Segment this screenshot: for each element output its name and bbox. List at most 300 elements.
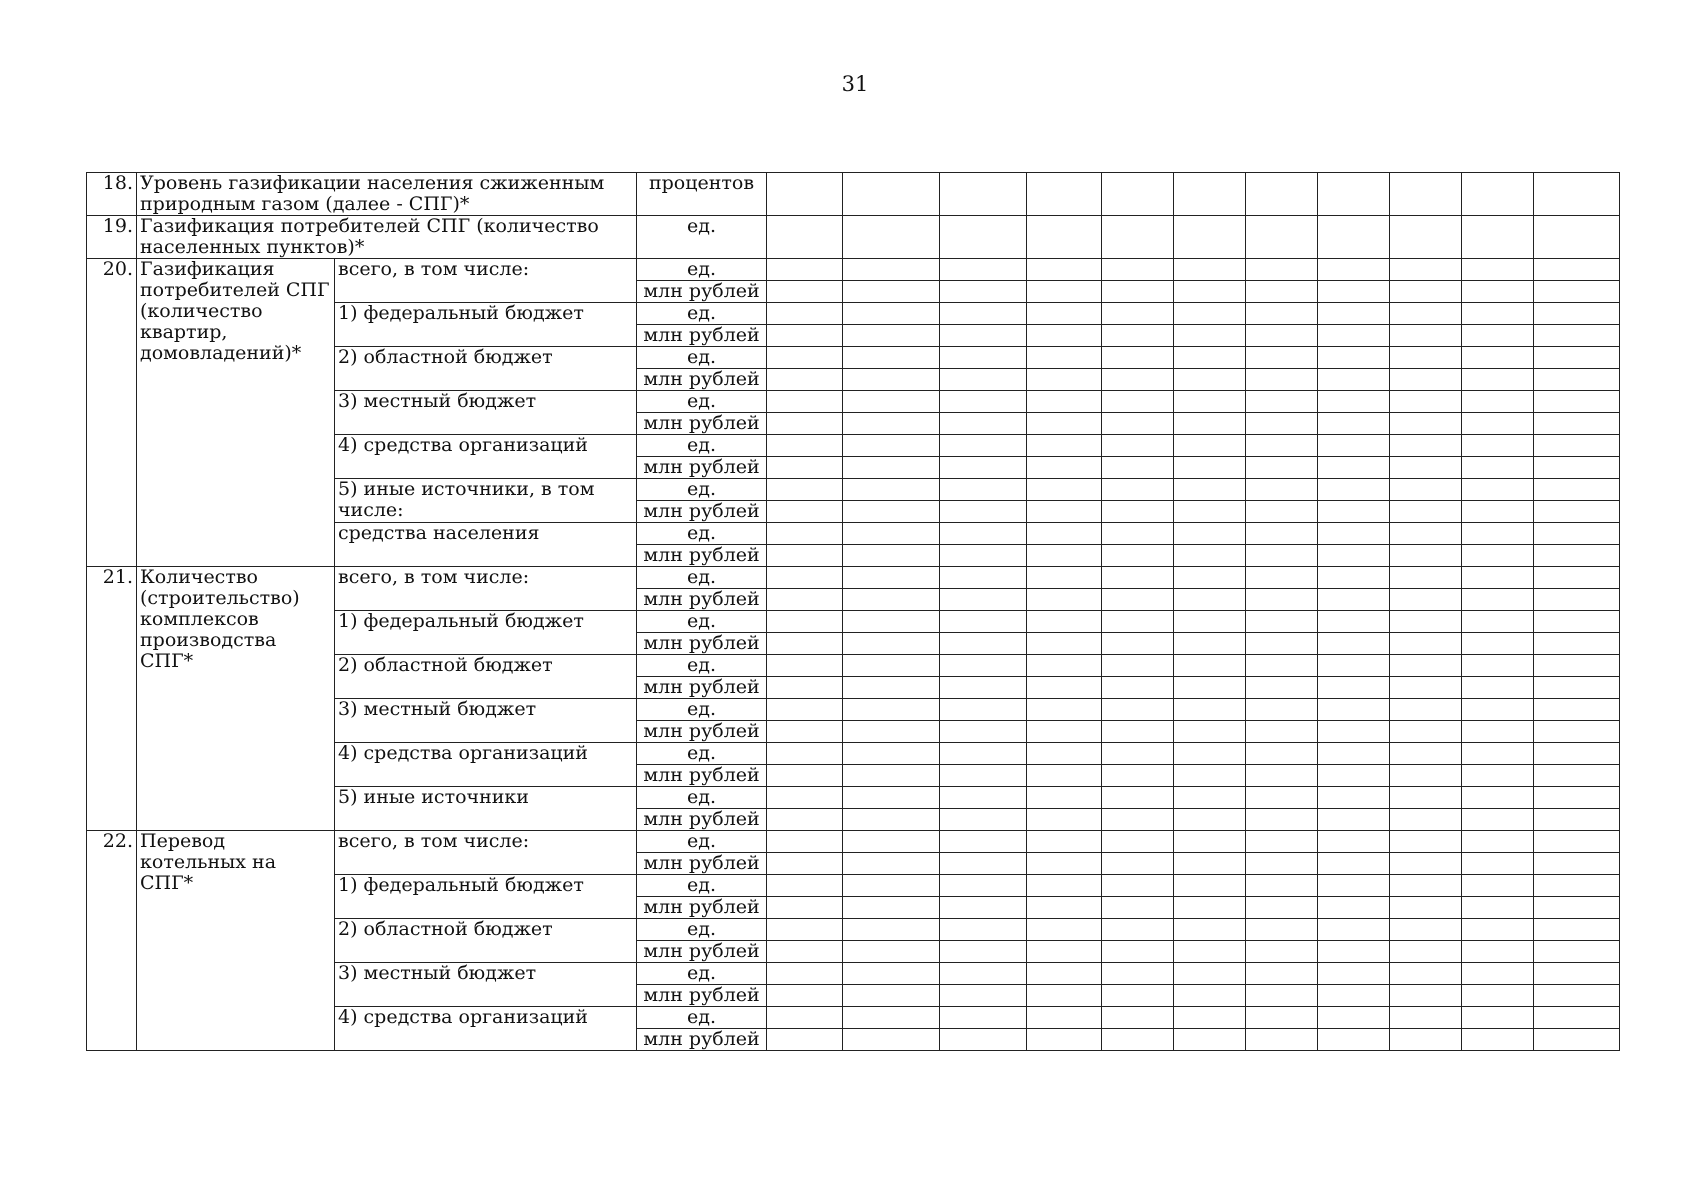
value-cell (1102, 655, 1174, 677)
value-cell (843, 963, 940, 985)
unit-cell: ед. (637, 303, 767, 325)
value-cell (1462, 413, 1534, 435)
value-cell (1174, 281, 1246, 303)
value-cell (1318, 173, 1390, 216)
unit-cell: ед. (637, 1007, 767, 1029)
value-cell (1318, 897, 1390, 919)
unit-cell: млн рублей (637, 897, 767, 919)
value-cell (843, 677, 940, 699)
indicator-title: Перевод котельных на СПГ* (137, 831, 335, 1051)
funding-source: всего, в том числе: (335, 567, 637, 611)
value-cell (843, 941, 940, 963)
value-cell (1102, 699, 1174, 721)
value-cell (1102, 391, 1174, 413)
funding-source: 2) областной бюджет (335, 347, 637, 391)
value-cell (940, 259, 1027, 281)
unit-cell: млн рублей (637, 809, 767, 831)
value-cell (843, 347, 940, 369)
value-cell (1102, 545, 1174, 567)
value-cell (940, 787, 1027, 809)
value-cell (1390, 325, 1462, 347)
value-cell (1390, 611, 1462, 633)
value-cell (1246, 391, 1318, 413)
value-cell (1174, 435, 1246, 457)
value-cell (1318, 259, 1390, 281)
value-cell (1027, 325, 1102, 347)
value-cell (1027, 721, 1102, 743)
value-cell (1534, 1007, 1620, 1029)
table-row (87, 567, 1620, 589)
value-cell (767, 809, 843, 831)
value-cell (1390, 303, 1462, 325)
unit-cell: ед. (637, 875, 767, 897)
value-cell (1246, 303, 1318, 325)
value-cell (1534, 699, 1620, 721)
value-cell (767, 501, 843, 523)
value-cell (1246, 699, 1318, 721)
value-cell (1534, 831, 1620, 853)
value-cell (1246, 281, 1318, 303)
value-cell (1462, 567, 1534, 589)
value-cell (1027, 611, 1102, 633)
value-cell (940, 985, 1027, 1007)
value-cell (1027, 963, 1102, 985)
value-cell (940, 831, 1027, 853)
value-cell (1246, 369, 1318, 391)
value-cell (1027, 347, 1102, 369)
value-cell (843, 633, 940, 655)
value-cell (843, 875, 940, 897)
unit-cell: млн рублей (637, 633, 767, 655)
value-cell (1246, 1007, 1318, 1029)
value-cell (1390, 743, 1462, 765)
value-cell (1462, 435, 1534, 457)
unit-cell: млн рублей (637, 501, 767, 523)
value-cell (1390, 545, 1462, 567)
value-cell (1390, 1007, 1462, 1029)
value-cell (843, 897, 940, 919)
value-cell (1390, 787, 1462, 809)
value-cell (1534, 985, 1620, 1007)
value-cell (767, 633, 843, 655)
value-cell (1462, 1007, 1534, 1029)
value-cell (1102, 787, 1174, 809)
value-cell (1027, 435, 1102, 457)
value-cell (843, 699, 940, 721)
value-cell (1462, 721, 1534, 743)
value-cell (1318, 941, 1390, 963)
value-cell (1174, 677, 1246, 699)
value-cell (1390, 413, 1462, 435)
value-cell (940, 853, 1027, 875)
value-cell (1318, 655, 1390, 677)
value-cell (1390, 173, 1462, 216)
value-cell (1174, 1007, 1246, 1029)
value-cell (1027, 216, 1102, 259)
value-cell (1246, 435, 1318, 457)
value-cell (767, 941, 843, 963)
value-cell (1390, 853, 1462, 875)
funding-source: 3) местный бюджет (335, 963, 637, 1007)
value-cell (1318, 457, 1390, 479)
value-cell (767, 325, 843, 347)
unit-cell: млн рублей (637, 941, 767, 963)
value-cell (843, 743, 940, 765)
funding-source: 3) местный бюджет (335, 391, 637, 435)
unit-cell: ед. (637, 655, 767, 677)
value-cell (1027, 699, 1102, 721)
unit-cell: млн рублей (637, 985, 767, 1007)
value-cell (1027, 1007, 1102, 1029)
funding-source: средства населения (335, 523, 637, 567)
value-cell (1174, 633, 1246, 655)
value-cell (940, 941, 1027, 963)
value-cell (1534, 369, 1620, 391)
value-cell (1102, 589, 1174, 611)
value-cell (1534, 216, 1620, 259)
value-cell (1390, 1029, 1462, 1051)
value-cell (1174, 721, 1246, 743)
value-cell (1462, 391, 1534, 413)
value-cell (767, 413, 843, 435)
row-number: 21. (87, 567, 137, 831)
value-cell (767, 787, 843, 809)
value-cell (843, 919, 940, 941)
value-cell (1534, 853, 1620, 875)
value-cell (1462, 347, 1534, 369)
value-cell (1174, 173, 1246, 216)
value-cell (843, 413, 940, 435)
row-number: 22. (87, 831, 137, 1051)
value-cell (1462, 523, 1534, 545)
value-cell (1318, 765, 1390, 787)
value-cell (767, 699, 843, 721)
value-cell (1174, 303, 1246, 325)
value-cell (940, 699, 1027, 721)
value-cell (940, 1029, 1027, 1051)
value-cell (767, 567, 843, 589)
value-cell (1534, 567, 1620, 589)
value-cell (767, 655, 843, 677)
value-cell (1390, 633, 1462, 655)
value-cell (843, 545, 940, 567)
value-cell (1246, 897, 1318, 919)
value-cell (843, 303, 940, 325)
value-cell (1102, 347, 1174, 369)
value-cell (1390, 435, 1462, 457)
value-cell (1534, 721, 1620, 743)
value-cell (940, 479, 1027, 501)
value-cell (1534, 325, 1620, 347)
value-cell (1027, 787, 1102, 809)
value-cell (1027, 589, 1102, 611)
value-cell (1390, 479, 1462, 501)
funding-source: 5) иные источники (335, 787, 637, 831)
value-cell (1318, 919, 1390, 941)
value-cell (1318, 809, 1390, 831)
value-cell (843, 479, 940, 501)
value-cell (1318, 347, 1390, 369)
value-cell (1174, 523, 1246, 545)
value-cell (940, 589, 1027, 611)
value-cell (1102, 325, 1174, 347)
indicator-title: Газификация потребителей СПГ (количество квартир, домовладений)* (137, 259, 335, 567)
value-cell (1318, 369, 1390, 391)
value-cell (1534, 963, 1620, 985)
value-cell (1246, 985, 1318, 1007)
value-cell (1318, 281, 1390, 303)
unit-cell: млн рублей (637, 721, 767, 743)
value-cell (1390, 809, 1462, 831)
unit-cell: млн рублей (637, 413, 767, 435)
value-cell (767, 853, 843, 875)
value-cell (1027, 677, 1102, 699)
value-cell (1027, 457, 1102, 479)
value-cell (1318, 303, 1390, 325)
unit-cell: ед. (637, 963, 767, 985)
value-cell (1534, 391, 1620, 413)
value-cell (1534, 545, 1620, 567)
value-cell (1534, 677, 1620, 699)
value-cell (1174, 831, 1246, 853)
row-number: 18. (87, 173, 137, 216)
value-cell (1246, 589, 1318, 611)
value-cell (940, 303, 1027, 325)
value-cell (1102, 1029, 1174, 1051)
unit-cell: ед. (637, 216, 767, 259)
value-cell (1462, 985, 1534, 1007)
value-cell (767, 523, 843, 545)
value-cell (1462, 589, 1534, 611)
value-cell (1102, 765, 1174, 787)
value-cell (843, 831, 940, 853)
value-cell (1390, 875, 1462, 897)
unit-cell: ед. (637, 831, 767, 853)
value-cell (843, 1007, 940, 1029)
value-cell (1462, 809, 1534, 831)
unit-cell: млн рублей (637, 545, 767, 567)
value-cell (1102, 611, 1174, 633)
value-cell (1027, 281, 1102, 303)
unit-cell: ед. (637, 347, 767, 369)
value-cell (1318, 1029, 1390, 1051)
value-cell (1390, 919, 1462, 941)
unit-cell: ед. (637, 391, 767, 413)
value-cell (1390, 655, 1462, 677)
value-cell (1174, 413, 1246, 435)
value-cell (1318, 721, 1390, 743)
value-cell (1102, 941, 1174, 963)
value-cell (1534, 479, 1620, 501)
value-cell (843, 281, 940, 303)
value-cell (1102, 809, 1174, 831)
funding-source: 4) средства организаций (335, 1007, 637, 1051)
value-cell (767, 457, 843, 479)
value-cell (1390, 523, 1462, 545)
value-cell (767, 611, 843, 633)
funding-source: 2) областной бюджет (335, 919, 637, 963)
value-cell (1246, 941, 1318, 963)
value-cell (1174, 985, 1246, 1007)
value-cell (940, 611, 1027, 633)
value-cell (1462, 875, 1534, 897)
value-cell (767, 765, 843, 787)
value-cell (843, 369, 940, 391)
value-cell (1027, 919, 1102, 941)
value-cell (1390, 259, 1462, 281)
value-cell (1534, 347, 1620, 369)
value-cell (1534, 281, 1620, 303)
value-cell (940, 523, 1027, 545)
value-cell (1318, 479, 1390, 501)
value-cell (1246, 765, 1318, 787)
value-cell (1102, 919, 1174, 941)
value-cell (767, 545, 843, 567)
value-cell (1027, 985, 1102, 1007)
value-cell (1318, 611, 1390, 633)
value-cell (767, 391, 843, 413)
value-cell (767, 435, 843, 457)
value-cell (1534, 611, 1620, 633)
value-cell (1027, 633, 1102, 655)
unit-cell: ед. (637, 479, 767, 501)
value-cell (1027, 655, 1102, 677)
funding-source: всего, в том числе: (335, 259, 637, 303)
value-cell (1027, 1029, 1102, 1051)
value-cell (940, 413, 1027, 435)
funding-source: 2) областной бюджет (335, 655, 637, 699)
value-cell (1534, 919, 1620, 941)
value-cell (1102, 457, 1174, 479)
value-cell (767, 897, 843, 919)
value-cell (843, 216, 940, 259)
value-cell (1027, 875, 1102, 897)
value-cell (1246, 347, 1318, 369)
value-cell (843, 985, 940, 1007)
value-cell (1318, 501, 1390, 523)
value-cell (1174, 787, 1246, 809)
value-cell (1390, 567, 1462, 589)
value-cell (1462, 303, 1534, 325)
value-cell (1102, 523, 1174, 545)
value-cell (1027, 743, 1102, 765)
indicator-title: Газификация потребителей СПГ (количество населенных пунктов)* (137, 216, 637, 259)
value-cell (1462, 325, 1534, 347)
value-cell (1462, 1029, 1534, 1051)
value-cell (1174, 1029, 1246, 1051)
value-cell (767, 259, 843, 281)
value-cell (1102, 633, 1174, 655)
value-cell (1174, 501, 1246, 523)
value-cell (1534, 743, 1620, 765)
value-cell (843, 611, 940, 633)
value-cell (1027, 941, 1102, 963)
value-cell (1246, 919, 1318, 941)
value-cell (940, 457, 1027, 479)
value-cell (1102, 501, 1174, 523)
value-cell (1246, 809, 1318, 831)
value-cell (1246, 787, 1318, 809)
value-cell (1246, 501, 1318, 523)
value-cell (767, 963, 843, 985)
value-cell (940, 369, 1027, 391)
value-cell (1318, 523, 1390, 545)
value-cell (1174, 369, 1246, 391)
value-cell (940, 919, 1027, 941)
value-cell (1174, 897, 1246, 919)
value-cell (1174, 259, 1246, 281)
value-cell (1318, 435, 1390, 457)
value-cell (1534, 435, 1620, 457)
value-cell (1102, 369, 1174, 391)
value-cell (767, 347, 843, 369)
value-cell (1318, 1007, 1390, 1029)
value-cell (1462, 677, 1534, 699)
value-cell (843, 1029, 940, 1051)
value-cell (1390, 369, 1462, 391)
value-cell (1027, 479, 1102, 501)
value-cell (1390, 457, 1462, 479)
unit-cell: ед. (637, 567, 767, 589)
value-cell (1027, 897, 1102, 919)
value-cell (843, 325, 940, 347)
value-cell (1027, 545, 1102, 567)
value-cell (1462, 173, 1534, 216)
value-cell (1246, 963, 1318, 985)
value-cell (1174, 457, 1246, 479)
value-cell (1102, 173, 1174, 216)
value-cell (1462, 457, 1534, 479)
value-cell (843, 567, 940, 589)
value-cell (1174, 325, 1246, 347)
value-cell (1246, 567, 1318, 589)
funding-source: 1) федеральный бюджет (335, 611, 637, 655)
value-cell (1534, 809, 1620, 831)
value-cell (1102, 963, 1174, 985)
value-cell (1462, 743, 1534, 765)
value-cell (1174, 589, 1246, 611)
value-cell (1318, 545, 1390, 567)
value-cell (1174, 875, 1246, 897)
value-cell (767, 721, 843, 743)
value-cell (1102, 259, 1174, 281)
value-cell (1318, 589, 1390, 611)
value-cell (1174, 919, 1246, 941)
unit-cell: млн рублей (637, 853, 767, 875)
value-cell (1534, 787, 1620, 809)
table-row (87, 259, 1620, 281)
value-cell (843, 173, 940, 216)
value-cell (1102, 875, 1174, 897)
indicators-table (86, 172, 1620, 1051)
value-cell (1174, 743, 1246, 765)
value-cell (1318, 567, 1390, 589)
value-cell (1246, 875, 1318, 897)
value-cell (1390, 501, 1462, 523)
table-row (87, 831, 1620, 853)
value-cell (1534, 303, 1620, 325)
funding-source: всего, в том числе: (335, 831, 637, 875)
value-cell (940, 281, 1027, 303)
value-cell (1174, 545, 1246, 567)
value-cell (767, 589, 843, 611)
value-cell (1246, 677, 1318, 699)
value-cell (1246, 743, 1318, 765)
value-cell (1390, 985, 1462, 1007)
value-cell (1534, 941, 1620, 963)
value-cell (1318, 391, 1390, 413)
value-cell (843, 523, 940, 545)
